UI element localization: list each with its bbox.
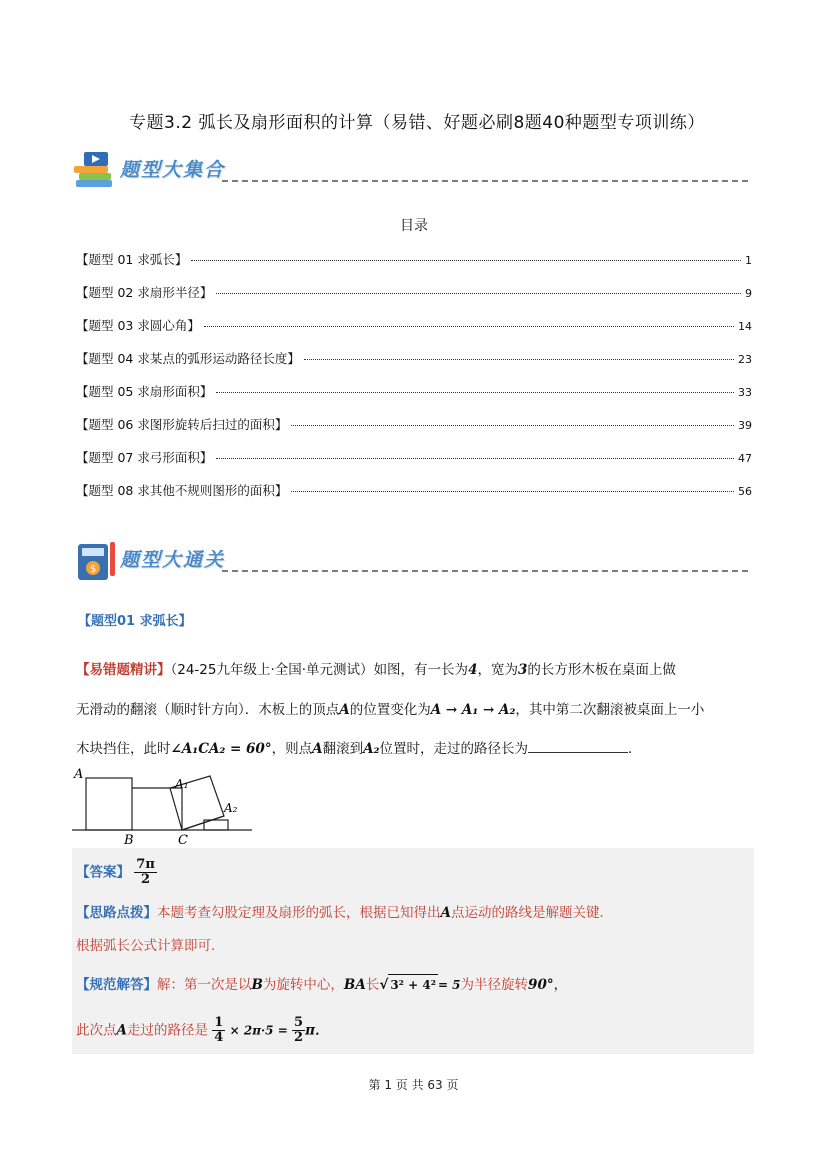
toc-leader-dots [204, 326, 734, 327]
toc-page-number: 39 [738, 419, 752, 432]
answer-fraction [134, 858, 157, 887]
toc-page-number: 9 [745, 287, 752, 300]
hint-line-1 [76, 903, 756, 923]
solution-line-2 [76, 1016, 756, 1045]
banner-label: 题型大集合 [120, 159, 226, 181]
equation: × 2π·5 = [229, 1023, 288, 1038]
sqrt-expression: 3² + 4² [388, 974, 438, 995]
hint-line-2: 根据弧长公式计算即可． [76, 938, 225, 954]
problem-line-2 [76, 700, 756, 720]
problem-tag: 【易错题精讲】 [76, 662, 171, 678]
calculator-icon [76, 540, 118, 582]
answer-blank [528, 738, 628, 753]
solution-text: 为半径旋转 [460, 977, 529, 993]
segment-label: BA [343, 977, 366, 993]
books-icon [72, 150, 118, 192]
width-value: 3 [517, 662, 528, 678]
problem-text: ，则点 [271, 741, 313, 757]
solution-text: 此次点 [76, 1022, 117, 1039]
length-value: 4 [468, 662, 478, 678]
toc-page-number: 23 [738, 353, 752, 366]
banner-divider [222, 570, 748, 572]
solution-text: 解：第一次是以 [157, 977, 252, 993]
equation: π． [305, 1022, 329, 1039]
problem-text: ，宽为 [477, 662, 518, 678]
toc-item-label: 【题型 05 求扇形面积】 [76, 384, 213, 399]
path-expression: A → A₁ → A₂ [430, 702, 516, 718]
section-banner-1 [72, 150, 748, 194]
toc-item[interactable] [76, 349, 752, 382]
toc-item[interactable] [76, 250, 752, 283]
toc-item-label: 【题型 06 求图形旋转后扫过的面积】 [76, 417, 288, 432]
toc-item[interactable] [76, 382, 752, 415]
page-footer: 第 1 页 共 63 页 [368, 1078, 459, 1092]
toc-item-label: 【题型 03 求圆心角】 [76, 318, 200, 333]
fraction-numerator: 7π [136, 857, 155, 872]
fraction [292, 1016, 305, 1045]
rolling-board-figure [72, 766, 254, 846]
toc-page-number: 56 [738, 485, 752, 498]
problem-text: ，其中第二次翻滚被桌面上一小 [515, 702, 705, 718]
toc-item[interactable] [76, 283, 752, 316]
label-A: A [74, 767, 84, 782]
problem-line-1 [76, 660, 756, 680]
solution-tag: 【规范解答】 [76, 977, 157, 993]
hint-text: 点运动的路线是解题关键． [450, 905, 613, 921]
toc-leader-dots [216, 293, 741, 294]
point-label: A [116, 1022, 127, 1039]
toc-leader-dots [291, 491, 734, 492]
point-label: A [339, 702, 350, 718]
angle-expression: ∠A₁CA₂ = 60° [170, 741, 272, 757]
fraction-numerator: 1 [214, 1015, 224, 1030]
solution-text: ， [553, 977, 568, 993]
toc-item-label: 【题型 08 求其他不规则图形的面积】 [76, 483, 288, 498]
toc-page-number: 47 [738, 452, 752, 465]
angle-value: 90° [528, 977, 554, 993]
problem-text: 木块挡住，此时 [76, 741, 171, 757]
label-B: B [124, 833, 134, 846]
problem-text: 的位置变化为 [349, 702, 431, 718]
problem-line-3 [76, 738, 756, 759]
toc-item[interactable] [76, 481, 752, 514]
toc-item[interactable] [76, 316, 752, 349]
toc-item[interactable] [76, 448, 752, 481]
solution-text: 长 [365, 977, 380, 993]
table-of-contents [76, 250, 752, 514]
hint-tag: 【思路点拨】 [76, 905, 157, 921]
banner-label: 题型大通关 [120, 549, 226, 571]
toc-item-label: 【题型 07 求弓形面积】 [76, 450, 213, 465]
toc-leader-dots [216, 392, 734, 393]
toc-leader-dots [304, 359, 734, 360]
label-A1: A₁ [175, 777, 189, 791]
problem-text: 翻滚到 [322, 741, 364, 757]
toc-leader-dots [191, 260, 741, 261]
solution-line-1: 【规范解答】解：第一次是以B为旋转中心，BA长√ 3² + 4² = 5为半径旋转90°， [76, 974, 756, 995]
point-label: A [440, 905, 451, 921]
solution-text: 为旋转中心， [262, 977, 344, 993]
toc-item[interactable] [76, 415, 752, 448]
section-tag: 【题型01 求弧长】 [78, 614, 192, 629]
point-label: B [251, 977, 263, 993]
label-A2: A₂ [224, 801, 238, 815]
page-title: 专题3.2 弧长及扇形面积的计算（易错、好题必刷8题40种题型专项训练） [129, 113, 705, 133]
problem-source: （24-25九年级上·全国·单元测试） [170, 662, 374, 678]
problem-text: 位置时，走过的路径长为 [379, 741, 528, 757]
toc-heading: 目录 [400, 218, 428, 234]
hint-text: 本题考查勾股定理及扇形的弧长，根据已知得出 [157, 905, 441, 921]
problem-text: 无滑动的翻滚（顺时针方向）．木板上的顶点 [76, 702, 340, 718]
problem-text: 如图，有一长为 [373, 662, 469, 678]
equation: = 5 [437, 978, 461, 992]
toc-item-label: 【题型 02 求扇形半径】 [76, 285, 213, 300]
fraction [212, 1016, 225, 1045]
fraction-denominator: 4 [214, 1030, 224, 1045]
toc-leader-dots [291, 425, 734, 426]
point-label: A [312, 741, 323, 757]
fraction-numerator: 5 [294, 1015, 304, 1030]
toc-item-label: 【题型 04 求某点的弧形运动路径长度】 [76, 351, 300, 366]
fraction-denominator: 2 [141, 872, 151, 887]
problem-text: 的长方形木板在桌面上做 [527, 662, 676, 678]
answer-tag: 【答案】 [76, 864, 130, 881]
answer-line [76, 858, 756, 887]
label-C: C [178, 833, 188, 846]
section-banner-2 [72, 540, 748, 584]
fraction-denominator: 2 [294, 1030, 304, 1045]
toc-page-number: 33 [738, 386, 752, 399]
toc-item-label: 【题型 01 求弧长】 [76, 252, 188, 267]
svg-text:$: $ [90, 564, 97, 575]
point-label: A₂ [363, 741, 380, 757]
solution-text: 走过的路径是 [126, 1022, 208, 1039]
toc-page-number: 1 [745, 254, 752, 267]
banner-divider [222, 180, 748, 182]
toc-leader-dots [216, 458, 734, 459]
problem-text: ． [627, 741, 642, 757]
toc-page-number: 14 [738, 320, 752, 333]
